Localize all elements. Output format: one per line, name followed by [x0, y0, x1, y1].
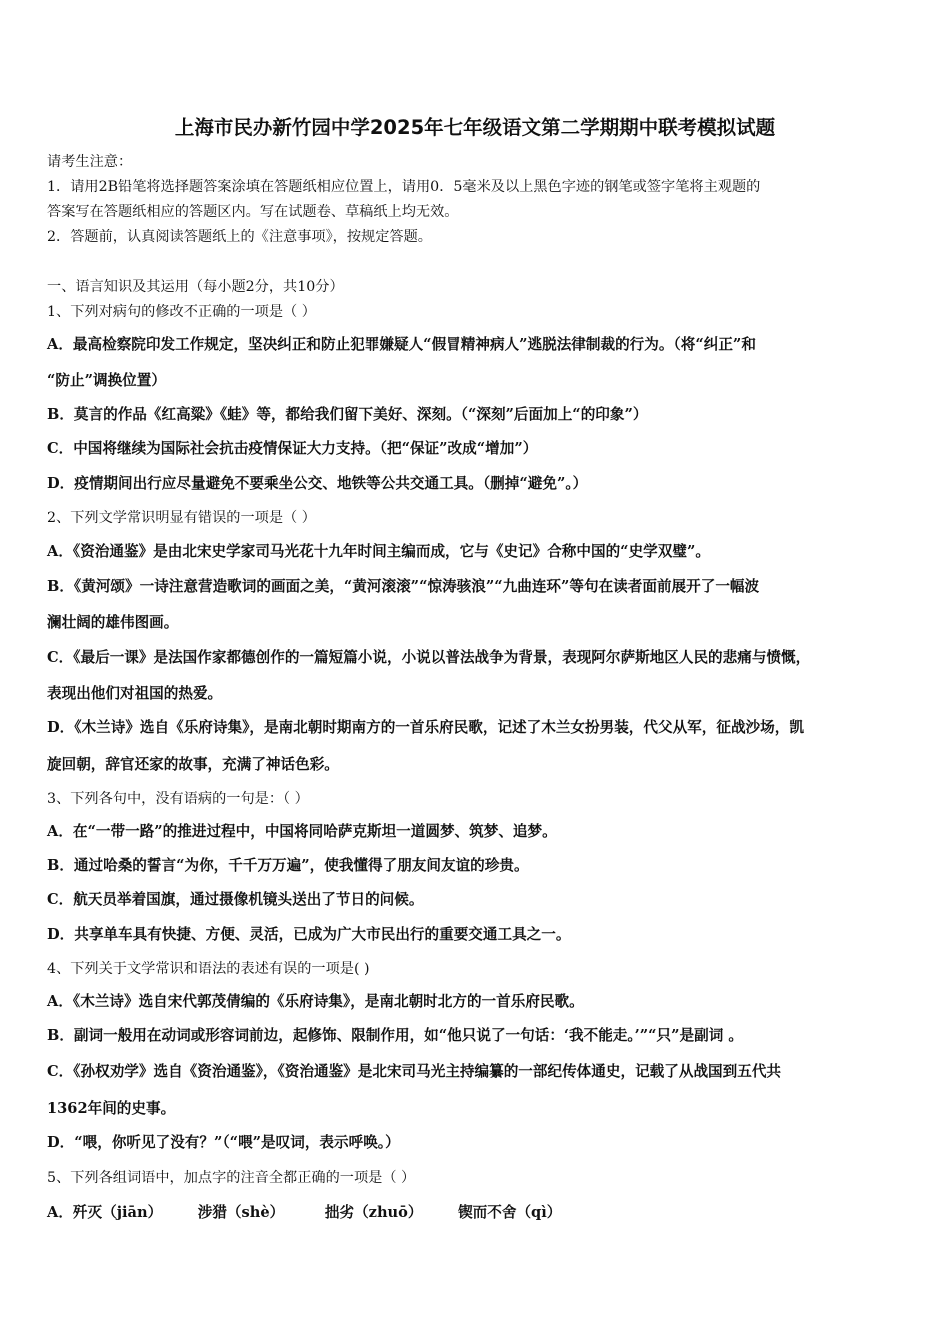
section-heading: 一、语言知识及其运用（每小题2分，共10分） [47, 279, 344, 295]
question-3-option-c: C．航天员举着国旗，通过摄像机镜头送出了节日的问候。 [47, 891, 424, 908]
question-2-option-b-cont: 澜壮阔的雄伟图画。 [47, 614, 179, 631]
question-2-option-d: D．《木兰诗》选自《乐府诗集》，是南北朝时期南方的一首乐府民歌，记述了木兰女扮男装，代父从军，征战沙场，凯 [47, 719, 804, 736]
question-4-stem: 4、下列关于文学常识和语法的表述有误的一项是( ) [47, 961, 370, 977]
question-3-stem: 3、下列各句中，没有语病的一句是：（ ） [47, 791, 309, 807]
question-4-option-d: D．“喂，你听见了没有？”（“喂”是叹词，表示呼唤。） [47, 1134, 400, 1151]
question-4-option-b: B．副词一般用在动词或形容词前边，起修饰、限制作用，如“他只说了一句话：‘我不能走。’”“只”是副词 。 [47, 1027, 743, 1044]
question-3-option-d: D．共享单车具有快捷、方便、灵活，已成为广大市民出行的重要交通工具之一。 [47, 926, 571, 943]
question-2-option-a: A．《资治通鉴》是由北宋史学家司马光花十九年时间主编而成，它与《史记》合称中国的“史学双璧”。 [47, 543, 710, 560]
question-2-option-c: C．《最后一课》是法国作家都德创作的一篇短篇小说，小说以普法战争为背景，表现阿尔萨斯地区人民的悲痛与愤慨， [47, 649, 811, 666]
question-5-stem: 5、下列各组词语中，加点字的注音全都正确的一项是（ ） [47, 1170, 416, 1186]
question-1-stem: 1、下列对病句的修改不正确的一项是（ ） [47, 304, 316, 320]
question-3-option-b: B．通过哈桑的誓言“为你，千千万万遍”，使我懂得了朋友间友谊的珍贵。 [47, 857, 529, 874]
question-1-option-a: A．最高检察院印发工作规定，坚决纠正和防止犯罪嫌疑人“假冒精神病人”逃脱法律制裁的行为。（将“纠正”和 [47, 336, 756, 353]
question-5-option-a: A．歼灭（jiān） 涉猎（shè） 拙劣（zhuō） 锲而不舍（qì） [47, 1204, 562, 1221]
notice-item-1-cont: 答案写在答题纸相应的答题区内。写在试题卷、草稿纸上均无效。 [47, 204, 459, 220]
question-2-option-c-cont: 表现出他们对祖国的热爱。 [47, 685, 223, 702]
question-4-option-a: A．《木兰诗》选自宋代郭茂倩编的《乐府诗集》，是南北朝时北方的一首乐府民歌。 [47, 993, 584, 1010]
notice-heading: 请考生注意： [47, 154, 133, 170]
notice-item-1: 1．请用2B铅笔将选择题答案涂填在答题纸相应位置上，请用0．5毫米及以上黑色字迹的钢笔或签字笔将主观题的 [47, 179, 761, 195]
question-1-option-a-cont: “防止”调换位置） [47, 372, 166, 389]
question-1-option-d: D．疫情期间出行应尽量避免不要乘坐公交、地铁等公共交通工具。（删掉“避免”。） [47, 475, 588, 492]
question-4-option-c-cont: 1362年间的史事。 [47, 1100, 176, 1117]
page-title: 上海市民办新竹园中学2025年七年级语文第二学期期中联考模拟试题 [174, 116, 776, 139]
question-2-option-d-cont: 旋回朝，辞官还家的故事，充满了神话色彩。 [47, 756, 339, 773]
notice-item-2: 2．答题前，认真阅读答题纸上的《注意事项》，按规定答题。 [47, 229, 432, 245]
question-2-stem: 2、下列文学常识明显有错误的一项是（ ） [47, 510, 316, 526]
question-2-option-b: B．《黄河颂》一诗注意营造歌词的画面之美，“黄河滚滚”“惊涛骇浪”“九曲连环”等句在读者面前展开了一幅波 [47, 578, 760, 595]
question-1-option-c: C．中国将继续为国际社会抗击疫情保证大力支持。（把“保证”改成“增加”） [47, 440, 538, 457]
question-1-option-b: B．莫言的作品《红高粱》《蛙》等，都给我们留下美好、深刻。（“深刻”后面加上“的印象”） [47, 406, 648, 423]
question-3-option-a: A．在“一带一路”的推进过程中，中国将同哈萨克斯坦一道圆梦、筑梦、追梦。 [47, 823, 557, 840]
question-4-option-c: C．《孙权劝学》选自《资治通鉴》，《资治通鉴》是北宋司马光主持编纂的一部纪传体通史，记载了从战国到五代共 [47, 1063, 782, 1080]
